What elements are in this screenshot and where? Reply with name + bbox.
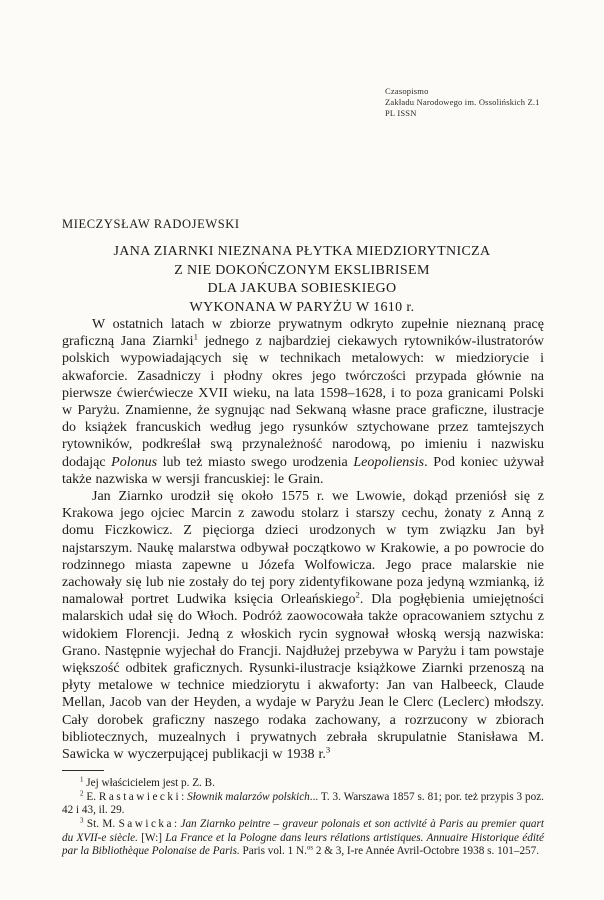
italic-run: Jan Ziarnko peintre – graveur polonais et son activité à Paris au premier quart du XVII-e siècle. bbox=[62, 818, 544, 844]
footnote-3 bbox=[62, 818, 544, 859]
title-line-2: Z NIE DOKOŃCZONYM EKSLIBRISEM bbox=[174, 262, 430, 278]
superscript-marker: 3 bbox=[325, 744, 331, 755]
stamp-line-2: Zakładu Narodowego im. Ossolińskich Z.1 bbox=[385, 97, 540, 107]
footnote-separator bbox=[62, 770, 104, 771]
footnotes-section bbox=[62, 777, 544, 859]
superscript-marker: 3 bbox=[80, 816, 84, 825]
title-line-4: WYKONANA W PARYŻU W 1610 r. bbox=[189, 299, 415, 315]
text-run: St. M. bbox=[83, 818, 119, 831]
body-paragraph-1 bbox=[62, 316, 544, 488]
text-run: . Pod koniec używał także nazwiska w wersji francuskiej: le Grain. bbox=[62, 454, 544, 487]
text-run: ... T. 3. Warszawa 1857 s. 81; por. też przypis 3 poz. 42 i 43, il. 29. bbox=[62, 790, 544, 817]
author-name: MIECZYSŁAW RADOJEWSKI bbox=[62, 217, 240, 231]
text-run: [W:] bbox=[137, 831, 166, 844]
text-run: Jan Ziarnko urodził się około 1575 r. we Lwowie, dokąd przeniósł się z Krakowa jego ojciec Marcin z zawodu stolarz i starszy cechu, żonaty z Anną z domu Ficzkowicz. Z pięciorga dzieci urodzonych w tym związku Jan był najstarszym. Naukę malarstwa odbywał początkowo w Krakowie, a po powrocie do rodzinnego miasta zapewne u Józefa Wolfowicza. Jego prace malarskie nie zachowały się lub nie zostały do tej pory zidentyfikowane poza jedyną wzmianką, iż namalował portret Ludwika księcia Orleańskiego bbox=[62, 489, 544, 608]
footnote-1 bbox=[62, 777, 544, 791]
superscript-marker: os bbox=[306, 843, 314, 852]
italic-run: Polonus bbox=[111, 454, 158, 470]
journal-stamp bbox=[385, 86, 540, 119]
article-content bbox=[62, 316, 544, 859]
text-run: : bbox=[173, 818, 181, 831]
title-line-3: DLA JAKUBA SOBIESKIEGO bbox=[207, 281, 397, 296]
stamp-line-3: PL ISSN bbox=[385, 108, 417, 118]
body-paragraph-2 bbox=[62, 488, 544, 763]
text-run: Jej właścicielem jest p. Z. B. bbox=[83, 777, 215, 790]
text-run: E. bbox=[83, 790, 99, 803]
text-run: lub też miasto swego urodzenia bbox=[157, 454, 354, 470]
text-run: W ostatnich latach w zbiorze prywatnym odkryto zupełnie nieznaną pracę graficzną Jana Ziarnki bbox=[62, 317, 544, 350]
title-line-1: JANA ZIARNKI NIEZNANA PŁYTKA MIEDZIORYTNICZA bbox=[113, 244, 491, 259]
text-run: Paris vol. 1 N. bbox=[239, 845, 307, 858]
text-run: : bbox=[181, 790, 188, 803]
italic-run: Leopoliensis bbox=[353, 454, 425, 470]
letterspaced-run: Rastawiecki bbox=[98, 790, 182, 803]
superscript-marker: 1 bbox=[193, 331, 198, 342]
italic-run: La France et la Pologne dans leurs rélations artistiques. Annuaire Historique édité par la Bibliothèque Polonaise de Paris. bbox=[62, 831, 545, 858]
text-run: 2 & 3, I-re Année Avril-Octobre 1938 s. 101–257. bbox=[313, 845, 540, 858]
text-run: jednego z najbardziej ciekawych rytowników-ilustratorów polskich wypowiadających się w technikach metalowych: w miedziorycie i akwaforcie. Zasadniczy i płodny okres jego twórczości przypada głównie na pierwsze ćwierćwiecze XVII wieku, na lata 1598–1628, i to poza granicami Polski w Paryżu. Znamienne, że sygnując nad Sekwaną własne prace graficzne, ilustracje do książek francuskich według jego rysunków sztychowane przez tamtejszych rytowników, podkreślał swą przynależność narodową, po imieniu i nazwisku dodając bbox=[62, 334, 545, 470]
stamp-line-1: Czasopismo bbox=[385, 86, 429, 96]
italic-run: Słownik malarzów polskich bbox=[187, 790, 310, 803]
letterspaced-run: Sawicka bbox=[118, 818, 174, 831]
superscript-marker: 2 bbox=[355, 589, 360, 600]
footnote-2 bbox=[62, 791, 544, 818]
superscript-marker: 1 bbox=[80, 775, 84, 784]
article-title bbox=[61, 243, 543, 317]
text-run: . Dla pogłębienia umiejętności malarskich udał się do Włoch. Podróż zaowocowała także opracowaniem sztychu z widokiem Florencji. Jedną z włoskich rycin sygnował włoską wersją nazwiska: Grano. Następnie wyjechał do Francji. Najdłużej przebywa w Paryżu i tam powstaje większość odbitek graficznych. Rysunki-ilustracje książkowe Ziarnki przenoszą na płyty metalowe w technice miedziorytu i akwaforty: Jan van Halbeeck, Claude Mellan, Jacob van der Heyden, a wydaje w Paryżu Jean le Clerc (Leclerc) młodszy. Cały dorobek graficzny naszego rodaka zachowany, a rozrzucony w zbiorach bibliotecznych, muzealnych i prywatnych zebrała skrupulatnie Stanisława M. Sawicka w wyczerpującej publikacji w 1938 r. bbox=[62, 592, 545, 763]
superscript-marker: 2 bbox=[80, 789, 84, 798]
